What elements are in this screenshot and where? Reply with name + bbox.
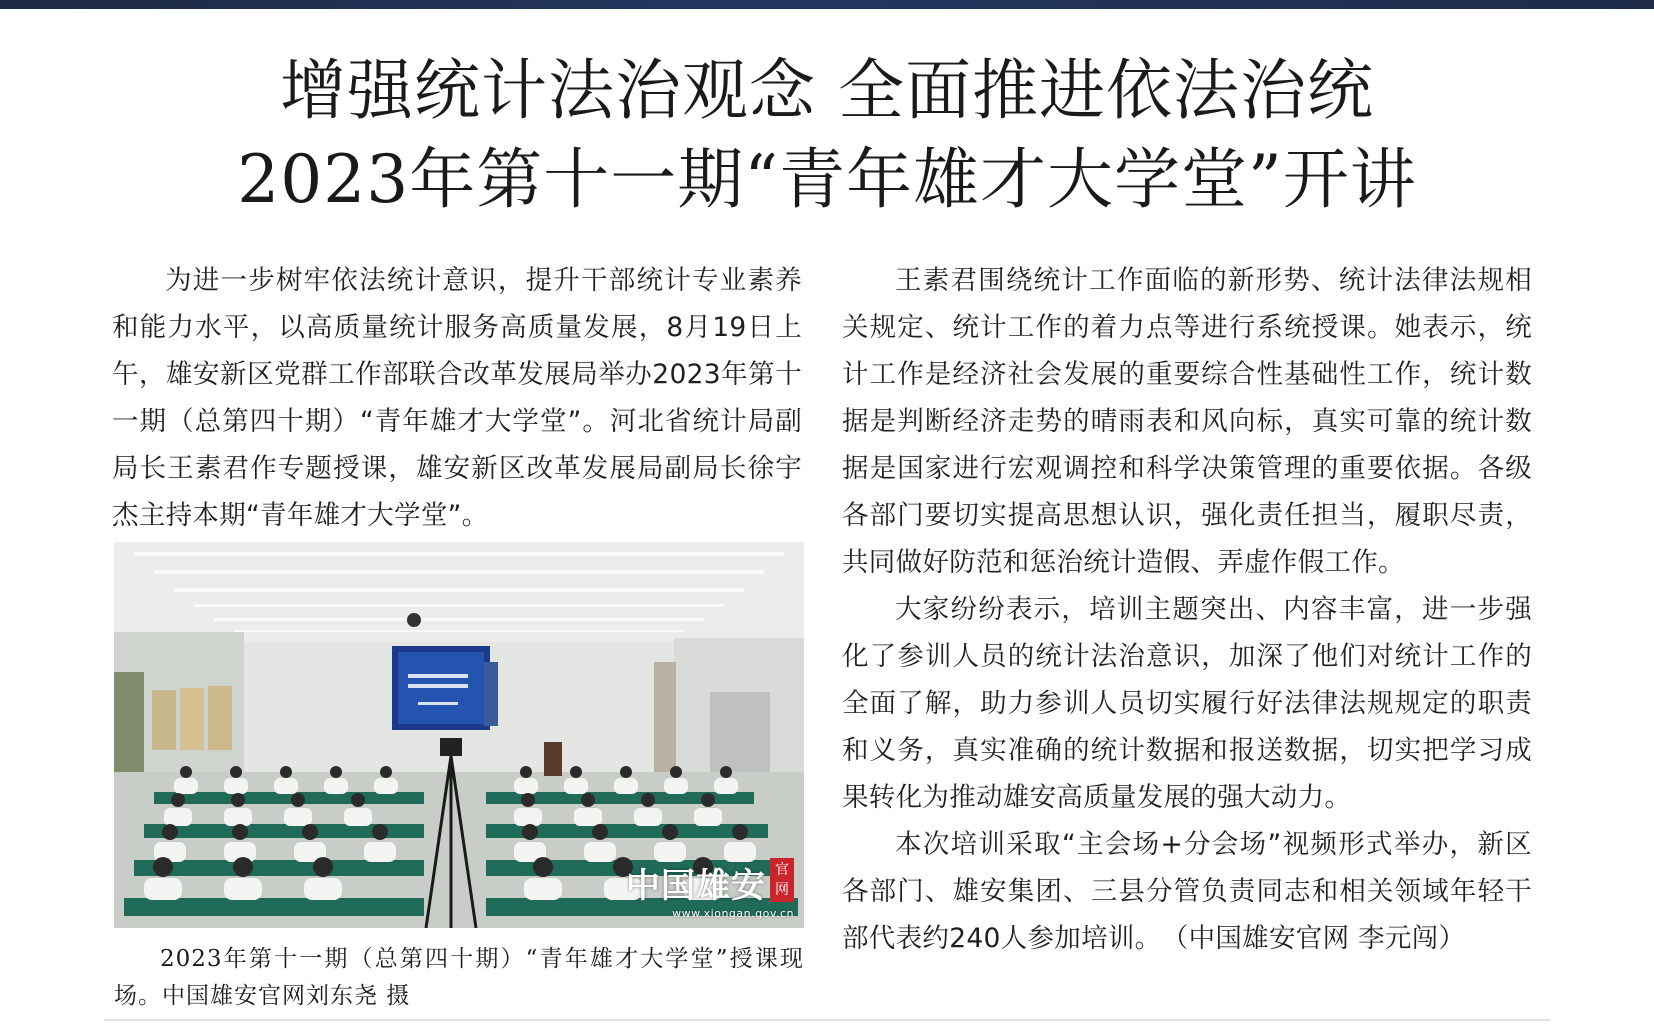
watermark-url: www.xiongan.gov.cn	[672, 907, 794, 920]
lecture-photo	[114, 542, 804, 928]
bottom-divider	[104, 1019, 1550, 1021]
headline-line-2: 2023年第十一期“青年雄才大学堂”开讲	[237, 141, 1417, 218]
site-watermark	[626, 858, 794, 920]
article-paragraph: 为进一步树牢依法统计意识，提升干部统计专业素养和能力水平，以高质量统计服务高质量发展，8月19日上午，雄安新区党群工作部联合改革发展局举办2023年第十一期（总第四十期）“青年雄才大学堂”。河北省统计局副局长王素君作专题授课，雄安新区改革发展局副局长徐宇杰主持本期“青年雄才大学堂”。	[112, 265, 802, 531]
article-paragraph: 大家纷纷表示，培训主题突出、内容丰富，进一步强化了参训人员的统计法治意识，加深了他们对统计工作的全面了解，助力参训人员切实履行好法律法规规定的职责和义务，真实准确的统计数据和报送数据，切实把学习成果转化为推动雄安高质量发展的强大动力。	[842, 594, 1532, 813]
watermark-stamp: 官网	[770, 858, 794, 902]
right-column	[842, 257, 1532, 962]
left-column	[112, 257, 802, 539]
article-paragraph: 本次培训采取“主会场+分会场”视频形式举办，新区各部门、雄安集团、三县分管负责同志和相关领域年轻干部代表约240人参加培训。 （中国雄安官网 李元闯）	[842, 829, 1532, 954]
top-banner-bar	[0, 0, 1654, 9]
photo-caption: 2023年第十一期（总第四十期）“青年雄才大学堂”授课现场。中国雄安官网刘东尧 摄	[114, 946, 804, 1009]
headline-line-1: 增强统计法治观念 全面推进依法治统	[280, 52, 1374, 129]
article-paragraph: 王素君围绕统计工作面临的新形势、统计法律法规相关规定、统计工作的着力点等进行系统授课。她表示，统计工作是经济社会发展的重要综合性基础性工作，统计数据是判断经济走势的晴雨表和风向标，真实可靠的统计数据是国家进行宏观调控和科学决策管理的重要依据。各级各部门要切实提高思想认识，强化责任担当，履职尽责，共同做好防范和惩治统计造假、弄虚作假工作。	[842, 265, 1532, 578]
watermark-text: 中国雄安	[626, 866, 766, 906]
